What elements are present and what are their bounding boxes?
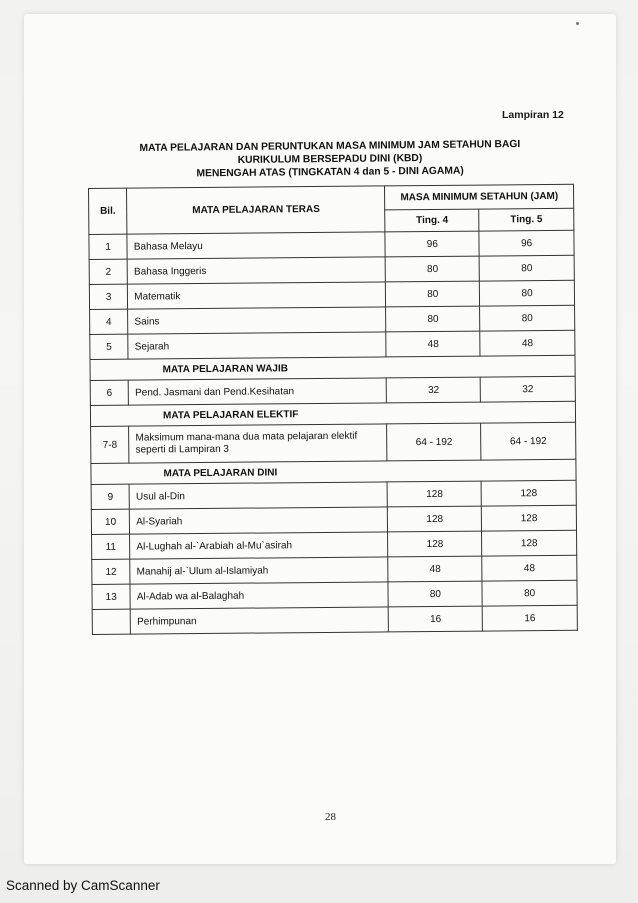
row-ting-4: 64 - 192 <box>387 423 481 461</box>
row-ting-5: 80 <box>482 580 577 606</box>
scanner-watermark: Scanned by CamScanner <box>6 878 160 893</box>
row-ting-4: 96 <box>385 231 479 257</box>
row-ting-4: 128 <box>388 506 482 532</box>
row-subject: Usul al-Din <box>129 482 387 509</box>
row-subject: Maksimum mana-mana dua mata pelajaran elektif seperti di Lampiran 3 <box>129 424 387 463</box>
row-ting-5: 128 <box>482 530 577 556</box>
header-hours: MASA MINIMUM SETAHUN (JAM) <box>385 184 574 210</box>
row-subject: Al-Adab wa al-Balaghah <box>130 582 388 609</box>
row-ting-4: 16 <box>389 606 483 632</box>
title-line-3: MENENGAH ATAS (TINGKATAN 4 dan 5 - DINI AGAMA) <box>196 165 464 180</box>
row-ting-4: 80 <box>386 281 480 307</box>
row-subject: Al-Syariah <box>130 507 388 534</box>
row-ting-5: 48 <box>480 330 575 356</box>
row-bil <box>92 609 131 634</box>
row-ting-5: 64 - 192 <box>481 422 576 460</box>
row-ting-4: 128 <box>388 531 482 557</box>
header-subject: MATA PELAJARAN TERAS <box>127 186 386 234</box>
section-dini: MATA PELAJARAN DINI <box>91 459 576 484</box>
row-bil: 7-8 <box>91 426 130 463</box>
page-number: 28 <box>325 811 336 823</box>
title-line-2: KURIKULUM BERSEPADU DINI (KBD) <box>237 153 423 166</box>
row-subject: Bahasa Melayu <box>127 232 385 259</box>
row-ting-5: 128 <box>481 480 576 506</box>
row-subject: Perhimpunan <box>130 607 388 634</box>
row-subject: Matematik <box>128 282 386 309</box>
row-ting-4: 80 <box>386 306 480 332</box>
row-ting-4: 80 <box>386 256 480 282</box>
header-ting-4: Ting. 4 <box>385 209 479 232</box>
row-ting-4: 128 <box>388 481 482 507</box>
table-row <box>91 422 576 463</box>
row-bil: 1 <box>89 234 128 259</box>
row-subject: Sains <box>128 307 386 334</box>
row-ting-5: 16 <box>482 605 577 631</box>
row-bil: 3 <box>89 284 128 309</box>
row-ting-5: 32 <box>480 376 575 402</box>
row-bil: 4 <box>90 309 129 334</box>
row-bil: 5 <box>90 334 129 359</box>
row-ting-5: 80 <box>480 280 575 306</box>
subject-hours-table <box>88 184 578 635</box>
title-line-1: MATA PELAJARAN DAN PERUNTUKAN MASA MINIMUM JAM SETAHUN BAGI <box>139 139 521 154</box>
row-subject: Manahij al-`Ulum al-Islamiyah <box>130 557 388 584</box>
row-ting-4: 48 <box>386 331 480 357</box>
row-ting-5: 48 <box>482 555 577 581</box>
row-ting-5: 96 <box>479 230 574 256</box>
row-bil: 9 <box>91 484 130 509</box>
table-row <box>92 605 577 634</box>
document-title <box>90 137 570 181</box>
row-ting-5: 80 <box>480 305 575 331</box>
row-bil: 6 <box>90 380 129 405</box>
header-bil: Bil. <box>89 188 128 234</box>
header-ting-5: Ting. 5 <box>479 208 574 231</box>
row-bil: 2 <box>89 259 128 284</box>
row-ting-4: 48 <box>388 556 482 582</box>
row-subject: Bahasa Inggeris <box>127 257 385 284</box>
row-bil: 10 <box>91 509 130 534</box>
row-ting-4: 80 <box>388 581 482 607</box>
row-ting-5: 80 <box>479 255 574 281</box>
scan-speck <box>576 22 579 25</box>
row-bil: 12 <box>92 559 131 584</box>
row-ting-4: 32 <box>387 377 481 403</box>
row-ting-5: 128 <box>482 505 577 531</box>
row-bil: 11 <box>92 534 131 559</box>
row-subject: Al-Lughah al-`Arabiah al-Mu`asirah <box>130 532 388 559</box>
row-subject: Sejarah <box>128 332 386 359</box>
section-wajib: MATA PELAJARAN WAJIB <box>90 355 575 380</box>
appendix-label: Lampiran 12 <box>502 109 564 121</box>
row-bil: 13 <box>92 584 131 609</box>
section-elektif: MATA PELAJARAN ELEKTIF <box>90 401 575 426</box>
row-subject: Pend. Jasmani dan Pend.Kesihatan <box>128 378 386 405</box>
